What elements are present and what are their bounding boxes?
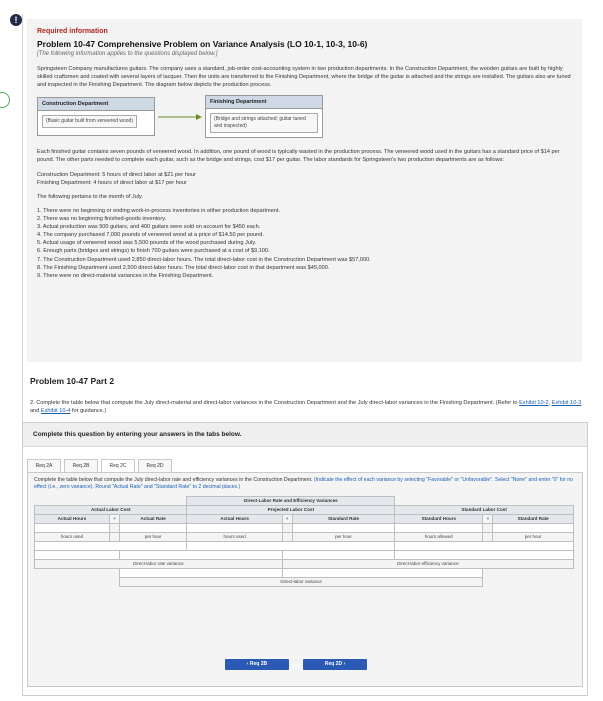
spacer — [483, 523, 493, 532]
answer-panel — [22, 422, 588, 696]
question-text — [30, 399, 590, 415]
col-standard-rate: Standard Rate — [292, 514, 395, 523]
exhibit-10-4-link[interactable]: Exhibit 10-4 — [40, 408, 71, 415]
production-diagram — [37, 95, 572, 138]
standard-cost-header: Standard Labor Cost — [395, 505, 574, 514]
table-top-header: Direct-Labor Rate and Efficiency Variances — [187, 496, 395, 505]
construction-dept-desc: (Basic guitar built from veneered wood) — [42, 115, 137, 128]
col-standard-hours: Standard Hours — [395, 514, 483, 523]
list-item: 3. Actual production was 500 guitars, and 400 guitars were sold on account for $450 each. — [37, 224, 261, 231]
variance-table — [34, 496, 574, 587]
question-prefix: 2. Complete the table below that compute the July direct-material and direct-labor variances in the Construction Department and the July direct-labor variances in the Finishing Department. (Refer to — [30, 400, 520, 406]
total-projected-input[interactable] — [187, 541, 395, 550]
tab-req-2b[interactable]: Req 2B — [64, 459, 98, 473]
rate-variance-label: Direct-labor rate variance — [35, 559, 283, 568]
projected-cost-header: Projected Labor Cost — [187, 505, 395, 514]
part-title: Problem 10-47 Part 2 — [30, 376, 115, 386]
list-item: 5. Actual usage of veneered wood was 5,500 pounds of the wood purchased during July. — [37, 240, 257, 247]
spacer — [282, 523, 292, 532]
spacer — [35, 496, 187, 505]
efficiency-variance-effect[interactable] — [395, 550, 574, 559]
labor-variance-label: Direct-labor variance — [119, 577, 482, 586]
finishing-dept-head: Finishing Department — [206, 96, 322, 109]
times-sign: × — [282, 514, 292, 523]
construction-dept-box — [37, 97, 155, 136]
spacer — [483, 577, 574, 586]
labor-standard-finishing: Finishing Department: 4 hours of direct labor at $17 per hour — [37, 179, 187, 186]
total-actual-input[interactable] — [35, 541, 187, 550]
separator: and — [30, 408, 41, 415]
spacer — [483, 568, 574, 577]
times-sign: × — [109, 514, 119, 523]
list-item: 1. There were no beginning or ending work-in-process inventories in either production department. — [37, 207, 281, 214]
spacer — [109, 532, 119, 541]
spacer — [483, 532, 493, 541]
col-standard-rate-2: Standard Rate — [493, 514, 574, 523]
next-req-button[interactable]: Req 2D › — [303, 659, 367, 670]
prev-req-label: Req 2B — [249, 661, 268, 667]
question-suffix: for guidance.) — [70, 408, 107, 415]
list-item: 7. The Construction Department used 2,850 direct-labor hours. The total direct-labor cost in the Construction Department was $57,000. — [37, 256, 371, 263]
labor-variance-effect[interactable] — [282, 568, 483, 577]
finishing-dept-body — [206, 109, 322, 137]
projected-rate-input[interactable] — [292, 523, 395, 532]
per-hour-label-2: per hour — [292, 532, 395, 541]
exhibit-10-3-link[interactable]: Exhibit 10-3 — [551, 400, 582, 406]
spacer — [35, 568, 120, 577]
arrow-icon — [155, 113, 205, 121]
rate-variance-effect[interactable] — [119, 550, 282, 559]
subtitle: [The following information applies to the questions displayed below.] — [37, 51, 218, 57]
per-hour-label: per hour — [119, 532, 187, 541]
actual-cost-header: Actual Labor Cost — [35, 505, 187, 514]
hours-used-label: hours used — [35, 532, 110, 541]
intro-paragraph: Springsteen Company manufactures guitars. The company uses a standard, job-order cost-accounting system in two production departments. In the Construction Department, the wooden guitars are built by highly skilled craftsmen and coated with several layers of lacquer. Then the units are transferred to the Finishing Department, where the bridge of the guitar is attached and the strings are installed. The guitars also are tuned and inspected in the Finishing Department. The diagram below depicts the production process. — [37, 66, 571, 89]
col-actual-hours-2: Actual Hours — [187, 514, 282, 523]
list-item: 2. There was no beginning finished-goods inventory. — [37, 215, 167, 222]
hours-used-label-2: hours used — [187, 532, 282, 541]
construction-dept-body — [38, 111, 154, 135]
arrow-right-icon — [158, 113, 202, 121]
spacer — [395, 496, 574, 505]
efficiency-variance-label: Direct-labor efficiency variance — [282, 559, 573, 568]
efficiency-variance-amount[interactable] — [282, 550, 395, 559]
per-hour-label-3: per hour — [493, 532, 574, 541]
instructions — [34, 477, 576, 492]
times-sign: × — [483, 514, 493, 523]
standard-rate-input[interactable] — [493, 523, 574, 532]
list-item: 8. The Finishing Department used 2,500 direct-labor hours. The total direct-labor cost in that department was $45,000. — [37, 264, 330, 271]
status-ring-icon — [0, 92, 10, 108]
exhibit-10-2-link[interactable]: Exhibit 10-2 — [519, 400, 549, 406]
next-req-label: Req 2D — [324, 661, 343, 667]
list-item: 9. There were no direct-material variances in the Finishing Department. — [37, 272, 214, 279]
req-tabs — [27, 459, 172, 473]
left-rail — [0, 0, 22, 701]
actual-hours-input[interactable] — [35, 523, 110, 532]
instruction-note: (Indicate the effect of each variance by selecting "Favorable" or "Unfavorable". Select "None" and enter "0" for no effect (i.e., zero variance). Round "Actual Rate" and "Standard Rate" to 2 decimal places.) — [34, 477, 574, 491]
required-label: Required information — [37, 28, 108, 35]
finishing-dept-box — [205, 95, 323, 138]
spacer — [109, 523, 119, 532]
panel-header: Complete this question by entering your answers in the tabs below. — [23, 423, 587, 447]
tab-navigation — [225, 659, 367, 670]
spacer — [35, 577, 120, 586]
actual-rate-input[interactable] — [119, 523, 187, 532]
required-information-box — [27, 19, 582, 362]
hours-allowed-label: hours allowed — [395, 532, 483, 541]
col-actual-rate: Actual Rate — [119, 514, 187, 523]
labor-variance-amount[interactable] — [119, 568, 282, 577]
tab-req-2c[interactable]: Req 2C — [101, 459, 135, 473]
list-item: 4. The company purchased 7,000 pounds of veneered wood at a price of $14.50 per pound. — [37, 232, 264, 239]
prev-req-button[interactable]: ‹ Req 2B — [225, 659, 289, 670]
tab-req-2a[interactable]: Req 2A — [27, 459, 61, 473]
total-standard-input[interactable] — [395, 541, 574, 550]
facts-list — [37, 207, 572, 280]
col-actual-hours: Actual Hours — [35, 514, 110, 523]
construction-dept-head: Construction Department — [38, 98, 154, 111]
spacer — [282, 532, 292, 541]
rate-variance-amount[interactable] — [35, 550, 120, 559]
standard-hours-input[interactable] — [395, 523, 483, 532]
finishing-dept-desc: (Bridge and strings attached; guitar tuned and inspected) — [210, 113, 318, 133]
labor-standard-construction: Construction Department: 5 hours of direct labor at $21 per hour — [37, 171, 196, 178]
alert-icon: ! — [10, 14, 22, 26]
separator: , — [548, 400, 552, 406]
instruction-main: Complete the table below that compute the July direct-labor rate and efficiency variances in the Construction Department. — [34, 477, 314, 483]
materials-paragraph: Each finished guitar contains seven pounds of veneered wood. In addition, one pound of wood is typically wasted in the production process. The veneered wood used in the guitars has a standard price of $14 per pound. The other parts needed to complete each guitar, such as the bridge and strings, cost $17 per guitar. The labor standards for Springsteen's two production departments are as follows: — [37, 149, 560, 164]
problem-title: Problem 10-47 Comprehensive Problem on Variance Analysis (LO 10-1, 10-3, 10-6) — [37, 39, 368, 49]
tab-req-2d[interactable]: Req 2D — [138, 459, 172, 473]
month-line: The following pertains to the month of July. — [37, 193, 143, 200]
work-area — [27, 472, 583, 687]
projected-hours-input[interactable] — [187, 523, 282, 532]
list-item: 6. Enough parts (bridges and strings) to finish 700 guitars were purchased at a cost of $9,100. — [37, 248, 270, 255]
